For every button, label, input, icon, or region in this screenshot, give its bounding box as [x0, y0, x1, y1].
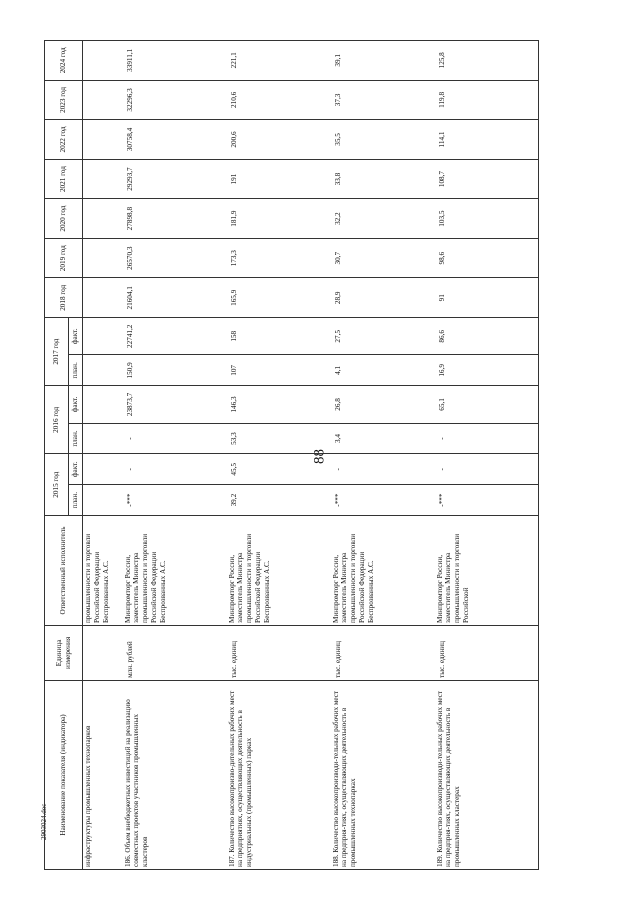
value-2024: 221,1	[227, 41, 331, 81]
value-2022: 114,1	[435, 120, 539, 160]
value-2016-plan: 3,4	[331, 423, 435, 454]
table-body	[83, 41, 539, 870]
value-2024: 33911,1	[123, 41, 227, 81]
value-2024: 125,8	[435, 41, 539, 81]
value-2017-plan: 16,9	[435, 355, 539, 386]
header-2017-fact: факт.	[69, 318, 83, 355]
indicator-name: 188. Количество высокопроизводи-тельных рабочих мест на предприя-тиях, осуществляющих деятельность в промышленных технопарках	[331, 680, 435, 869]
value-2019: 98,6	[435, 238, 539, 278]
value-2015-fact: 45,5	[227, 454, 331, 485]
value-2023	[83, 80, 123, 120]
value-2018: 91	[435, 278, 539, 318]
value-2020: 27898,8	[123, 199, 227, 239]
value-2015-fact: -	[435, 454, 539, 485]
indicators-table	[44, 40, 539, 870]
value-2016-plan: -	[123, 423, 227, 454]
value-2022: 30758,4	[123, 120, 227, 160]
header-2021: 2021 год	[45, 159, 83, 199]
value-2021: 191	[227, 159, 331, 199]
value-2021: 29293,7	[123, 159, 227, 199]
value-2023: 37,3	[331, 80, 435, 120]
value-2016-fact: 146,3	[227, 386, 331, 423]
value-2024	[83, 41, 123, 81]
header-unit: Единица измерения	[45, 625, 83, 680]
indicator-name: 189. Количество высокопроизводи-тельных рабочих мест на предприя-тиях, осуществляющих деятельность в промышленных кластерах	[435, 680, 539, 869]
value-2016-fact: 23873,7	[123, 386, 227, 423]
header-2015-fact: факт.	[69, 454, 83, 485]
value-2017-fact	[83, 318, 123, 355]
value-2020	[83, 199, 123, 239]
value-2023: 210,6	[227, 80, 331, 120]
unit-cell: тыс. единиц	[435, 625, 539, 680]
unit-cell: млн. рублей	[123, 625, 227, 680]
header-2015: 2015 год	[45, 454, 69, 516]
header-responsible: Ответственный исполнитель	[45, 516, 83, 626]
header-2022: 2022 год	[45, 120, 83, 160]
table-header	[45, 41, 83, 870]
value-2021: 33,8	[331, 159, 435, 199]
value-2015-fact	[83, 454, 123, 485]
header-2016-fact: факт.	[69, 386, 83, 423]
value-2015-plan: 39,2	[227, 485, 331, 516]
page-number: 88	[311, 449, 328, 464]
value-2016-fact: 65,1	[435, 386, 539, 423]
responsible-cell: Минпромторг России, заместитель Министра промышленности и торговли Российской	[435, 516, 539, 626]
value-2017-fact: 22741,2	[123, 318, 227, 355]
value-2015-fact: -	[331, 454, 435, 485]
indicator-name: 186. Объем внебюджетных инвестиций на реализацию совместных проектов участников промышленных кластеров	[123, 680, 227, 869]
value-2020: 103,5	[435, 199, 539, 239]
value-2015-plan	[83, 485, 123, 516]
header-2017: 2017 год	[45, 318, 69, 386]
header-2017-plan: план.	[69, 355, 83, 386]
indicator-name: инфраструктуры промышленных технопарков	[83, 680, 123, 869]
value-2020: 32,2	[331, 199, 435, 239]
value-2022: 200,6	[227, 120, 331, 160]
value-2015-fact: -	[123, 454, 227, 485]
header-2018: 2018 год	[45, 278, 83, 318]
value-2023: 32296,3	[123, 80, 227, 120]
value-2015-plan: -***	[123, 485, 227, 516]
value-2019: 26570,3	[123, 238, 227, 278]
header-2024: 2024 год	[45, 41, 83, 81]
value-2018: 28,9	[331, 278, 435, 318]
value-2022: 35,5	[331, 120, 435, 160]
value-2017-plan: 150,9	[123, 355, 227, 386]
header-2020: 2020 год	[45, 199, 83, 239]
header-2016-plan: план.	[69, 423, 83, 454]
value-2017-fact: 27,5	[331, 318, 435, 355]
header-2015-plan: план.	[69, 485, 83, 516]
value-2021: 108,7	[435, 159, 539, 199]
value-2019	[83, 238, 123, 278]
unit-cell: тыс. единиц	[331, 625, 435, 680]
value-2024: 39,1	[331, 41, 435, 81]
responsible-cell: Минпромторг России, заместитель Министра промышленности и торговли Российской Федерации Беспрозванных А.С.	[123, 516, 227, 626]
table-row	[123, 41, 227, 870]
indicator-name: 187. Количество высокопроизво-дительных рабочих мест на предприятиях, осуществляющих деятельность в индустриальных (промышленных) парках	[227, 680, 331, 869]
value-2015-plan: -***	[435, 485, 539, 516]
value-2019: 173,3	[227, 238, 331, 278]
rotated-page-content	[44, 40, 596, 870]
value-2020: 181,9	[227, 199, 331, 239]
value-2016-fact	[83, 386, 123, 423]
responsible-cell: Минпромторг России, заместитель Министра промышленности и торговли Российской Федерации Беспрозванных А.С.	[331, 516, 435, 626]
value-2016-plan: -	[435, 423, 539, 454]
value-2023: 119,8	[435, 80, 539, 120]
header-2023: 2023 год	[45, 80, 83, 120]
unit-cell: тыс. единиц	[227, 625, 331, 680]
unit-cell	[83, 625, 123, 680]
value-2015-plan: -***	[331, 485, 435, 516]
value-2016-plan: 53,3	[227, 423, 331, 454]
table-row	[331, 41, 435, 870]
value-2019: 30,7	[331, 238, 435, 278]
document-filename: 2903024.doc	[40, 803, 48, 840]
value-2018: 165,9	[227, 278, 331, 318]
value-2018	[83, 278, 123, 318]
value-2016-plan	[83, 423, 123, 454]
value-2017-fact: 86,6	[435, 318, 539, 355]
value-2017-plan: 107	[227, 355, 331, 386]
value-2021	[83, 159, 123, 199]
header-2019: 2019 год	[45, 238, 83, 278]
responsible-cell: промышленности и торговли Российской Федерации Беспрозванных А.С.	[83, 516, 123, 626]
value-2022	[83, 120, 123, 160]
value-2017-plan	[83, 355, 123, 386]
value-2017-plan: 4,1	[331, 355, 435, 386]
table-row	[227, 41, 331, 870]
responsible-cell: Минпромторг России, заместитель Министра промышленности и торговли Российской Федерации Беспрозванных А.С.	[227, 516, 331, 626]
value-2016-fact: 26,8	[331, 386, 435, 423]
value-2018: 21604,1	[123, 278, 227, 318]
header-2016: 2016 год	[45, 386, 69, 454]
table-row	[83, 41, 123, 870]
value-2017-fact: 158	[227, 318, 331, 355]
header-indicator-name: Наименование показателя (индикатора)	[45, 680, 83, 869]
table-row	[435, 41, 539, 870]
